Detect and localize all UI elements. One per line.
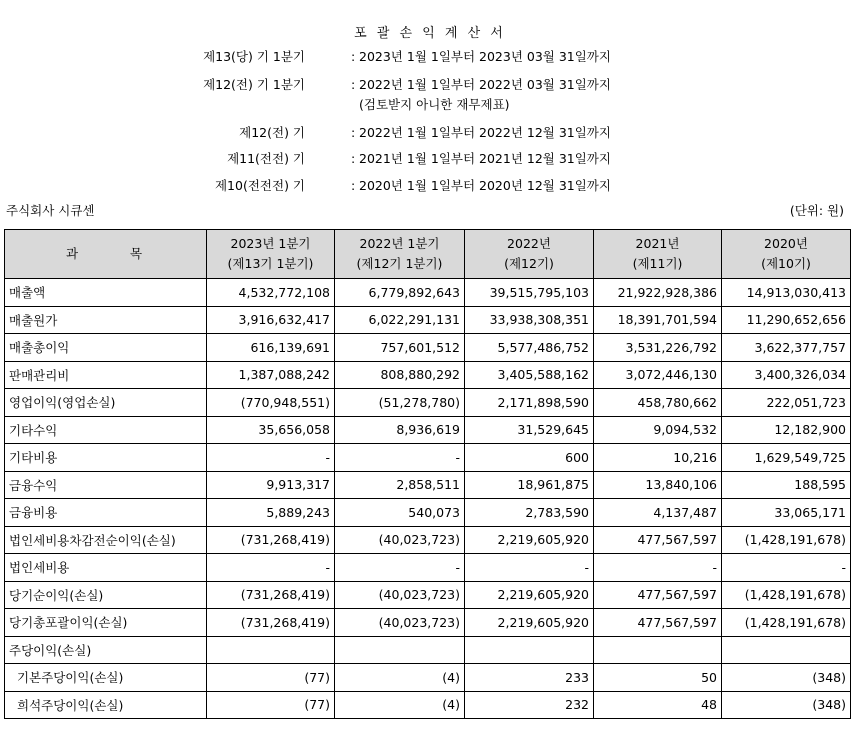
column-header	[335, 230, 465, 279]
row-value: 5,577,486,752	[465, 334, 594, 362]
row-value: 8,936,619	[335, 416, 465, 444]
column-header	[207, 230, 335, 279]
statement-title: 포 괄 손 익 계 산 서	[354, 26, 506, 41]
row-value: 50	[594, 664, 722, 692]
table-row	[5, 526, 851, 554]
row-value: 4,137,487	[594, 499, 722, 527]
table-row	[5, 306, 851, 334]
row-value: 21,922,928,386	[594, 279, 722, 307]
row-value	[335, 636, 465, 664]
unit-label: (단위: 원)	[789, 203, 844, 218]
row-value: 757,601,512	[335, 334, 465, 362]
row-value: 10,216	[594, 444, 722, 472]
row-value: 1,387,088,242	[207, 361, 335, 389]
row-value: (731,268,419)	[207, 526, 335, 554]
table-row	[5, 664, 851, 692]
row-label: 희석주당이익(손실)	[5, 691, 207, 719]
row-value	[594, 636, 722, 664]
row-value: 1,629,549,725	[722, 444, 851, 472]
row-value: (731,268,419)	[207, 609, 335, 637]
period-colon: :	[351, 77, 356, 92]
income-statement-table	[4, 229, 851, 719]
period-colon: :	[351, 125, 356, 140]
row-label: 당기순이익(손실)	[5, 581, 207, 609]
table-row	[5, 334, 851, 362]
column-term: (제13기 1분기)	[227, 256, 314, 271]
row-value: (77)	[207, 664, 335, 692]
row-value: 33,938,308,351	[465, 306, 594, 334]
period-line	[160, 47, 720, 67]
row-value: (40,023,723)	[335, 526, 465, 554]
period-range: 2022년 1월 1일부터 2022년 03월 31일까지	[359, 77, 611, 92]
column-header	[594, 230, 722, 279]
row-value: 3,531,226,792	[594, 334, 722, 362]
row-value	[465, 636, 594, 664]
row-value: -	[207, 444, 335, 472]
row-label: 주당이익(손실)	[5, 636, 207, 664]
row-value: -	[335, 554, 465, 582]
period-colon: :	[351, 49, 356, 64]
row-value: 48	[594, 691, 722, 719]
row-value: 9,913,317	[207, 471, 335, 499]
table-row	[5, 554, 851, 582]
row-value: 5,889,243	[207, 499, 335, 527]
row-value: 12,182,900	[722, 416, 851, 444]
row-label: 매출총이익	[5, 334, 207, 362]
row-label: 금융수익	[5, 471, 207, 499]
table-row	[5, 444, 851, 472]
subject-header: 과 목	[5, 230, 207, 279]
row-value: 2,783,590	[465, 499, 594, 527]
column-term: (제10기)	[761, 256, 811, 271]
row-value: 2,219,605,920	[465, 581, 594, 609]
row-value: 4,532,772,108	[207, 279, 335, 307]
row-value: 458,780,662	[594, 389, 722, 417]
table-row	[5, 636, 851, 664]
column-period: 2022년	[507, 236, 551, 251]
row-value: 6,022,291,131	[335, 306, 465, 334]
row-value: 188,595	[722, 471, 851, 499]
row-value: 2,219,605,920	[465, 526, 594, 554]
header-row	[5, 230, 851, 279]
row-value: (77)	[207, 691, 335, 719]
column-period: 2020년	[764, 236, 808, 251]
row-value: 222,051,723	[722, 389, 851, 417]
period-range: 2022년 1월 1일부터 2022년 12월 31일까지	[359, 125, 611, 140]
table-row	[5, 416, 851, 444]
period-line	[160, 176, 720, 196]
row-label: 금융비용	[5, 499, 207, 527]
column-term: (제12기 1분기)	[356, 256, 443, 271]
row-value: 6,779,892,643	[335, 279, 465, 307]
row-label: 매출원가	[5, 306, 207, 334]
row-value: (40,023,723)	[335, 581, 465, 609]
table-row	[5, 361, 851, 389]
period-label: 제10(전전전) 기	[214, 178, 305, 193]
row-value: -	[722, 554, 851, 582]
row-label: 영업이익(영업손실)	[5, 389, 207, 417]
table-row	[5, 279, 851, 307]
row-value: -	[207, 554, 335, 582]
row-value: -	[465, 554, 594, 582]
period-label: 제13(당) 기 1분기	[203, 49, 305, 64]
row-value: (731,268,419)	[207, 581, 335, 609]
table-row	[5, 499, 851, 527]
table-row	[5, 609, 851, 637]
row-value: (40,023,723)	[335, 609, 465, 637]
row-value	[207, 636, 335, 664]
row-value: (1,428,191,678)	[722, 581, 851, 609]
row-value: 35,656,058	[207, 416, 335, 444]
column-period: 2021년	[635, 236, 680, 251]
row-value: 232	[465, 691, 594, 719]
row-value: 3,622,377,757	[722, 334, 851, 362]
row-label: 기타비용	[5, 444, 207, 472]
period-label: 제12(전) 기	[239, 125, 305, 140]
row-value: 540,073	[335, 499, 465, 527]
table-row	[5, 581, 851, 609]
table-row	[5, 389, 851, 417]
row-label: 기타수익	[5, 416, 207, 444]
row-value: (348)	[722, 691, 851, 719]
row-value: 39,515,795,103	[465, 279, 594, 307]
row-value: 477,567,597	[594, 581, 722, 609]
period-line	[160, 123, 720, 143]
period-colon: :	[351, 178, 356, 193]
row-value: 2,858,511	[335, 471, 465, 499]
row-value: (1,428,191,678)	[722, 609, 851, 637]
row-value: 477,567,597	[594, 526, 722, 554]
row-label: 매출액	[5, 279, 207, 307]
row-value: 477,567,597	[594, 609, 722, 637]
column-period: 2023년 1분기	[230, 236, 311, 251]
review-note: (검토받지 아니한 재무제표)	[359, 97, 510, 112]
row-value: 3,400,326,034	[722, 361, 851, 389]
row-label: 법인세비용차감전순이익(손실)	[5, 526, 207, 554]
period-label: 제12(전) 기 1분기	[203, 77, 305, 92]
row-value: 18,961,875	[465, 471, 594, 499]
row-value: 2,219,605,920	[465, 609, 594, 637]
column-period: 2022년 1분기	[359, 236, 440, 251]
row-value: (4)	[335, 691, 465, 719]
period-range: 2023년 1월 1일부터 2023년 03월 31일까지	[359, 49, 611, 64]
row-value: 3,916,632,417	[207, 306, 335, 334]
row-value: 31,529,645	[465, 416, 594, 444]
company-name: 주식회사 시큐센	[6, 203, 95, 218]
table-row	[5, 691, 851, 719]
row-value: 616,139,691	[207, 334, 335, 362]
row-value: 18,391,701,594	[594, 306, 722, 334]
row-label: 판매관리비	[5, 361, 207, 389]
row-value: 233	[465, 664, 594, 692]
row-value: 808,880,292	[335, 361, 465, 389]
period-line	[160, 75, 720, 95]
period-label: 제11(전전) 기	[227, 151, 305, 166]
column-term: (제12기)	[504, 256, 554, 271]
column-header	[465, 230, 594, 279]
row-value: 3,072,446,130	[594, 361, 722, 389]
row-value: (1,428,191,678)	[722, 526, 851, 554]
row-value: -	[594, 554, 722, 582]
row-value: 33,065,171	[722, 499, 851, 527]
row-value	[722, 636, 851, 664]
row-label: 기본주당이익(손실)	[5, 664, 207, 692]
row-value: 2,171,898,590	[465, 389, 594, 417]
column-header	[722, 230, 851, 279]
row-value: (348)	[722, 664, 851, 692]
period-range: 2021년 1월 1일부터 2021년 12월 31일까지	[359, 151, 611, 166]
row-value: 9,094,532	[594, 416, 722, 444]
row-value: 11,290,652,656	[722, 306, 851, 334]
row-value: (51,278,780)	[335, 389, 465, 417]
row-label: 법인세비용	[5, 554, 207, 582]
row-value: (4)	[335, 664, 465, 692]
table-row	[5, 471, 851, 499]
period-line	[160, 149, 720, 169]
row-value: 3,405,588,162	[465, 361, 594, 389]
row-value: 600	[465, 444, 594, 472]
column-term: (제11기)	[632, 256, 683, 271]
period-range: 2020년 1월 1일부터 2020년 12월 31일까지	[359, 178, 611, 193]
row-value: 13,840,106	[594, 471, 722, 499]
row-value: 14,913,030,413	[722, 279, 851, 307]
row-value: (770,948,551)	[207, 389, 335, 417]
row-value: -	[335, 444, 465, 472]
row-label: 당기총포괄이익(손실)	[5, 609, 207, 637]
period-colon: :	[351, 151, 356, 166]
